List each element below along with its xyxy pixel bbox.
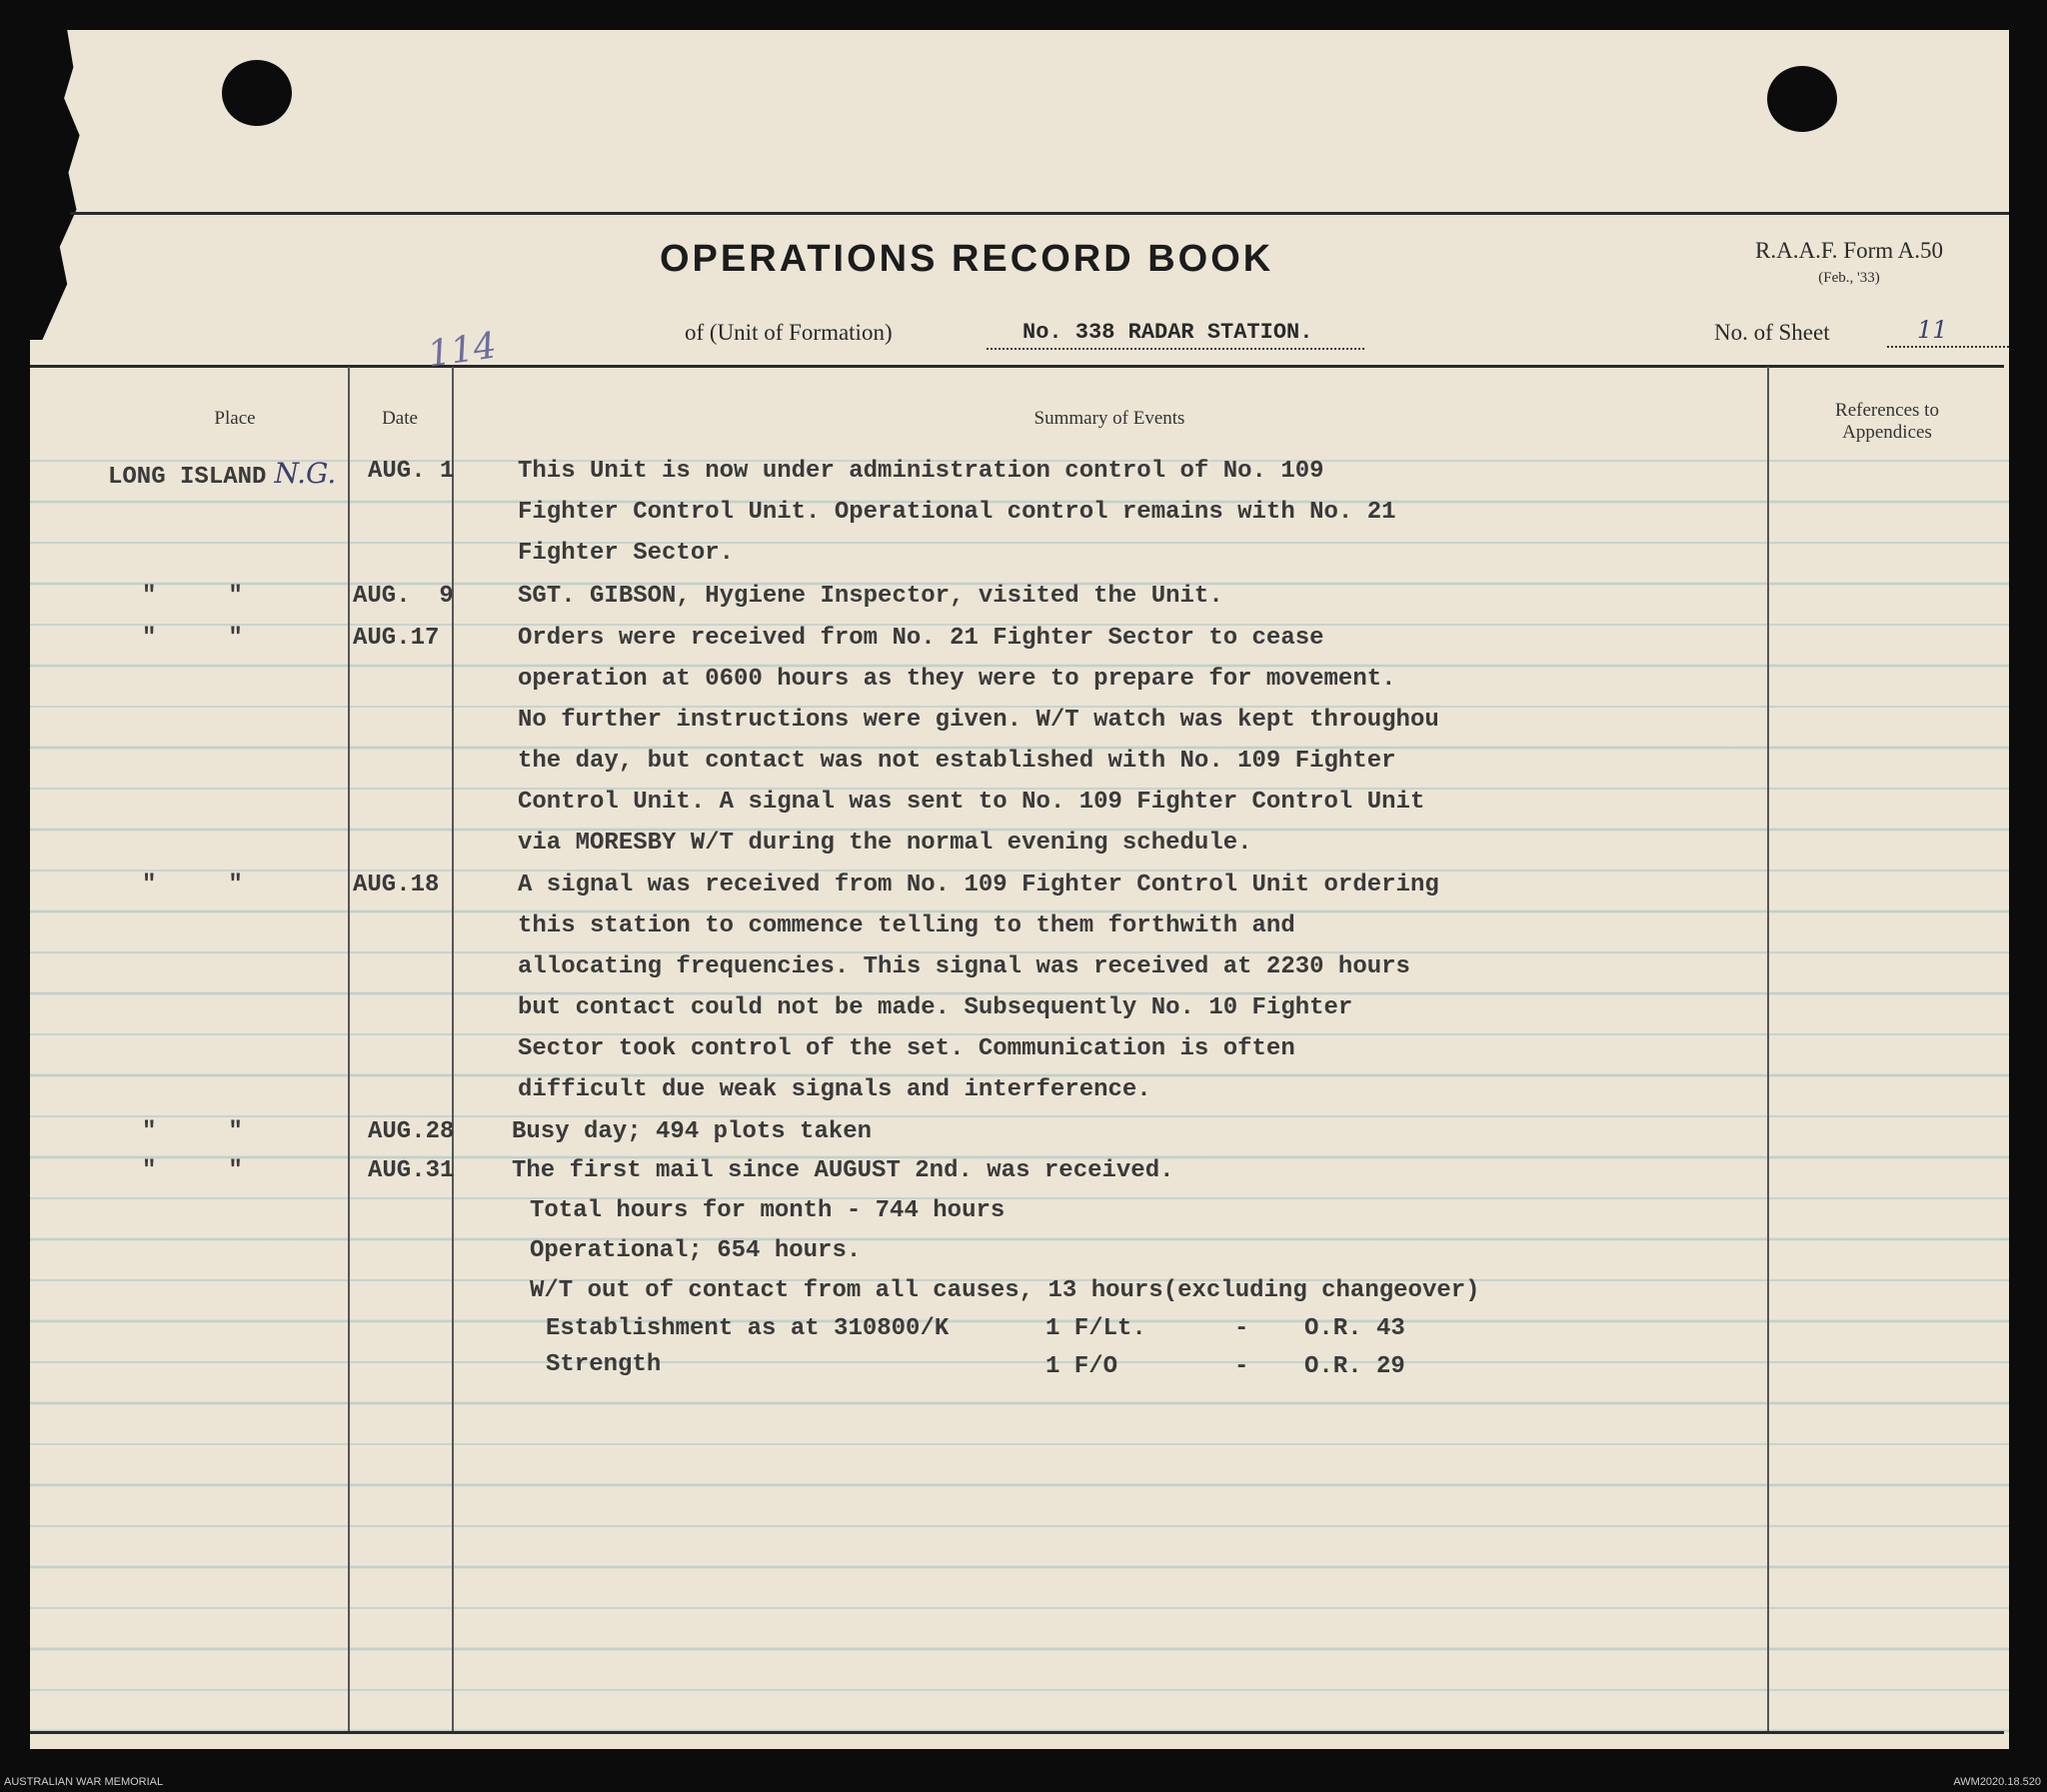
unit-value: No. 338 RADAR STATION. (987, 320, 1364, 350)
operational-hours: Operational; 654 hours. (530, 1237, 862, 1264)
entry-4-line-2: this station to commence telling to them forthwith and (518, 912, 1295, 939)
punch-hole-left (222, 60, 292, 126)
column-header-place: Place (214, 408, 256, 429)
entry-5-line-1: Busy day; 494 plots taken (512, 1118, 873, 1145)
entry-4-line-4: but contact could not be made. Subsequently No. 10 Fighter (518, 994, 1353, 1021)
entry-1-place-handwritten: N.G. (274, 457, 337, 490)
strength-or: O.R. 29 (1304, 1353, 1405, 1380)
entry-5-place: " " (142, 1118, 243, 1145)
entry-2-line-1: SGT. GIBSON, Hygiene Inspector, visited the Unit. (518, 583, 1223, 610)
footer-institution: AUSTRALIAN WAR MEMORIAL (4, 1776, 164, 1788)
header-top-rule (70, 212, 2009, 215)
entry-4-date: AUG.18 (353, 872, 440, 898)
page-title: OPERATIONS RECORD BOOK (660, 238, 1274, 280)
strength-dash: - (1234, 1353, 1249, 1380)
footer-rule (30, 1731, 2004, 1734)
establishment-or: O.R. 43 (1304, 1315, 1405, 1342)
entry-4-line-1: A signal was received from No. 109 Fighter Control Unit ordering (518, 872, 1439, 898)
sheet-number-label: No. of Sheet (1714, 320, 1830, 345)
record-sheet (30, 30, 2009, 1749)
entry-3-line-6: via MORESBY W/T during the normal evening schedule. (518, 830, 1252, 857)
entry-1-line-2: Fighter Control Unit. Operational control remains with No. 21 (518, 499, 1396, 526)
entry-6-line-1: The first mail since AUGUST 2nd. was received. (512, 1157, 1174, 1184)
references-header-line1: References to (1835, 400, 1939, 421)
entry-6-place: " " (142, 1157, 243, 1184)
strength-label: Strength (546, 1351, 662, 1378)
entry-1-date: AUG. 1 (368, 458, 455, 485)
strength-officer: 1 F/O (1045, 1353, 1118, 1380)
entry-4-line-3: allocating frequencies. This signal was received at 2230 hours (518, 953, 1410, 980)
entry-1-line-1: This Unit is now under administration control of No. 109 (518, 458, 1324, 485)
entry-2-date: AUG. 9 (353, 583, 454, 610)
column-header-summary: Summary of Events (1033, 408, 1185, 429)
entry-1-place (108, 457, 336, 491)
form-date: (Feb., '33) (1818, 270, 1880, 286)
establishment-label: Establishment as at 310800/K (546, 1315, 950, 1342)
unit-label: of (Unit of Formation) (685, 320, 893, 345)
entry-5-date: AUG.28 (368, 1118, 455, 1145)
entry-3-line-4: the day, but contact was not established with No. 109 Fighter (518, 748, 1396, 775)
entry-3-line-1: Orders were received from No. 21 Fighter Sector to cease (518, 625, 1324, 652)
punch-hole-right (1767, 66, 1837, 132)
entry-1-line-3: Fighter Sector. (518, 540, 735, 567)
entry-3-date: AUG.17 (353, 625, 440, 652)
header-bottom-rule (30, 365, 2004, 368)
entry-6-date: AUG.31 (368, 1157, 455, 1184)
footer-accession: AWM2020.18.520 (1953, 1776, 2041, 1788)
handwritten-page-number: 114 (425, 325, 500, 376)
references-header-line2: Appendices (1842, 422, 1932, 443)
divider-date-summary (452, 367, 454, 1731)
establishment-officer: 1 F/Lt. (1045, 1315, 1146, 1342)
entry-3-line-5: Control Unit. A signal was sent to No. 109 Fighter Control Unit (518, 789, 1425, 816)
divider-summary-refs (1767, 367, 1769, 1731)
entry-4-line-5: Sector took control of the set. Communication is often (518, 1035, 1295, 1062)
entry-4-place: " " (142, 872, 243, 898)
entry-3-line-3: No further instructions were given. W/T watch was kept throughou (518, 707, 1439, 734)
entry-2-place: " " (142, 583, 243, 610)
sheet-number-value: 11 (1887, 316, 2009, 348)
column-header-references (1767, 400, 2007, 444)
total-hours: Total hours for month - 744 hours (530, 1197, 1006, 1224)
entry-1-place-text: LONG ISLAND (108, 464, 267, 491)
top-margin (30, 30, 2009, 216)
entry-3-line-2: operation at 0600 hours as they were to prepare for movement. (518, 666, 1396, 693)
entry-3-place: " " (142, 625, 243, 652)
wt-out-of-contact: W/T out of contact from all causes, 13 hours(excluding changeover) (530, 1277, 1480, 1304)
form-reference: R.A.A.F. Form A.50 (1755, 238, 1943, 263)
establishment-dash: - (1234, 1315, 1249, 1342)
divider-place-date (348, 367, 350, 1731)
column-header-date: Date (382, 408, 418, 429)
entry-4-line-6: difficult due weak signals and interference. (518, 1076, 1151, 1103)
